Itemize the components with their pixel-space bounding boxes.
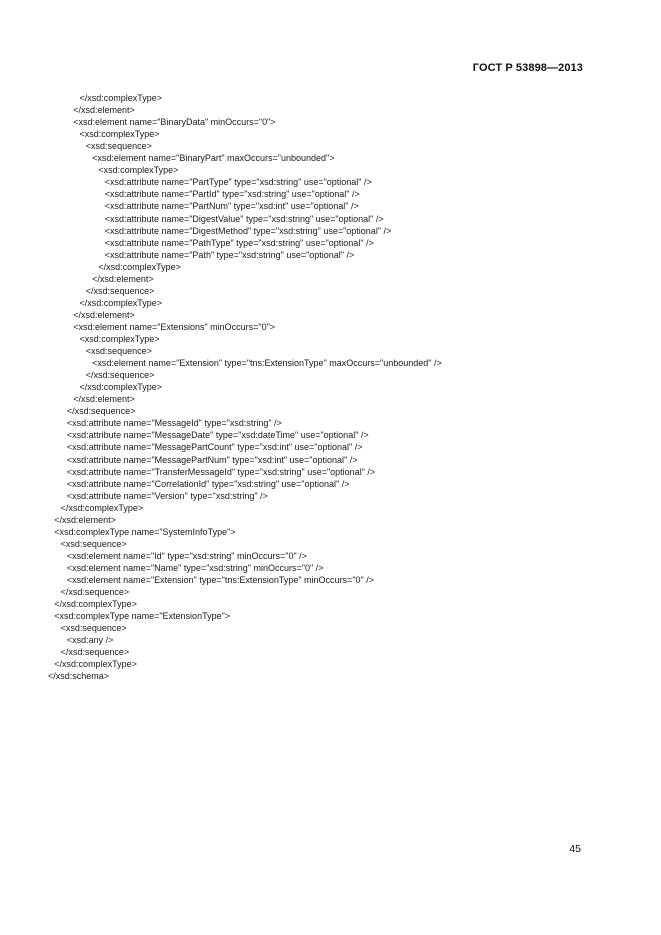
code-line: <xsd:complexType name="ExtensionType"> (54, 611, 231, 622)
code-line: <xsd:attribute name="MessagePartCount" type="xsd:int" use="optional" /> (66, 442, 363, 453)
code-line: </xsd:complexType> (79, 382, 163, 393)
code-line: <xsd:attribute name="PartType" type="xsd:string" use="optional" /> (104, 177, 372, 188)
code-line: </xsd:element> (92, 273, 154, 284)
code-line: </xsd:schema> (48, 671, 110, 682)
code-line: </xsd:element> (73, 105, 135, 116)
code-line: <xsd:attribute name="PartId" type="xsd:string" use="optional" /> (104, 189, 360, 200)
code-line: <xsd:element name="Extension" type="tns:ExtensionType" maxOccurs="unbounded" /> (92, 358, 442, 369)
code-line: </xsd:complexType> (79, 297, 163, 308)
code-line: <xsd:element name="Name" type="xsd:string" minOccurs="0" /> (66, 562, 324, 573)
code-line: <xsd:attribute name="DigestValue" type="xsd:string" use="optional" /> (104, 213, 384, 224)
code-line: </xsd:sequence> (66, 406, 136, 417)
code-line: </xsd:complexType> (54, 659, 137, 670)
code-line: <xsd:element name="BinaryPart" maxOccurs="unbounded"> (92, 153, 335, 164)
code-line: <xsd:element name="Extensions" minOccurs="0"> (73, 321, 276, 332)
code-line: </xsd:complexType> (60, 502, 144, 513)
code-line: </xsd:complexType> (54, 599, 137, 610)
code-line: <xsd:element name="BinaryData" minOccurs="0"> (73, 117, 276, 128)
code-line: <xsd:attribute name="MessageDate" type="xsd:dateTime" use="optional" /> (66, 430, 369, 441)
code-line: <xsd:complexType> (98, 165, 179, 176)
code-line: </xsd:sequence> (60, 647, 130, 658)
code-line: </xsd:element> (73, 309, 135, 320)
code-line: </xsd:element> (54, 514, 116, 525)
code-line: <xsd:complexType> (79, 334, 160, 344)
code-line: <xsd:attribute name="Path" type="xsd:string" use="optional" /> (104, 249, 355, 260)
code-line: <xsd:attribute name="MessageId" type="xsd:string" /> (66, 418, 282, 429)
code-line: <xsd:attribute name="TransferMessageId" type="xsd:string" use="optional" /> (66, 466, 376, 477)
code-line: </xsd:sequence> (85, 370, 155, 381)
code-line: <xsd:attribute name="PathType" type="xsd:string" use="optional" /> (104, 237, 374, 248)
code-line: <xsd:sequence> (85, 346, 152, 357)
code-line: <xsd:attribute name="Version" type="xsd:string" /> (66, 490, 268, 501)
code-line: </xsd:complexType> (79, 93, 163, 103)
code-line: <xsd:complexType> (79, 129, 160, 140)
code-line: <xsd:attribute name="DigestMethod" type="xsd:string" use="optional" /> (104, 225, 392, 236)
code-line: <xsd:any /> (66, 635, 114, 646)
code-line: </xsd:sequence> (60, 587, 130, 598)
code-line: <xsd:element name="Id" type="xsd:string" minOccurs="0" /> (66, 550, 307, 561)
code-line: <xsd:sequence> (60, 538, 127, 549)
code-line: </xsd:sequence> (85, 285, 155, 296)
code-line: <xsd:attribute name="PartNum" type="xsd:int" use="optional" /> (104, 201, 359, 212)
code-line: <xsd:sequence> (60, 623, 127, 634)
code-line: <xsd:attribute name="MessagePartNum" type="xsd:int" use="optional" /> (66, 454, 358, 465)
code-line: <xsd:sequence> (85, 141, 152, 152)
code-line: </xsd:complexType> (98, 261, 181, 272)
code-line: <xsd:complexType name="SystemInfoType"> (54, 526, 236, 537)
code-line: <xsd:element name="Extension" type="tns:ExtensionType" minOccurs="0" /> (66, 575, 374, 585)
document-standard-id: ГОСТ Р 53898—2013 (472, 62, 583, 74)
code-line: </xsd:element> (73, 394, 135, 405)
code-line: <xsd:attribute name="CorrelationId" type="xsd:string" use="optional" /> (66, 478, 350, 489)
page-number: 45 (569, 843, 581, 855)
